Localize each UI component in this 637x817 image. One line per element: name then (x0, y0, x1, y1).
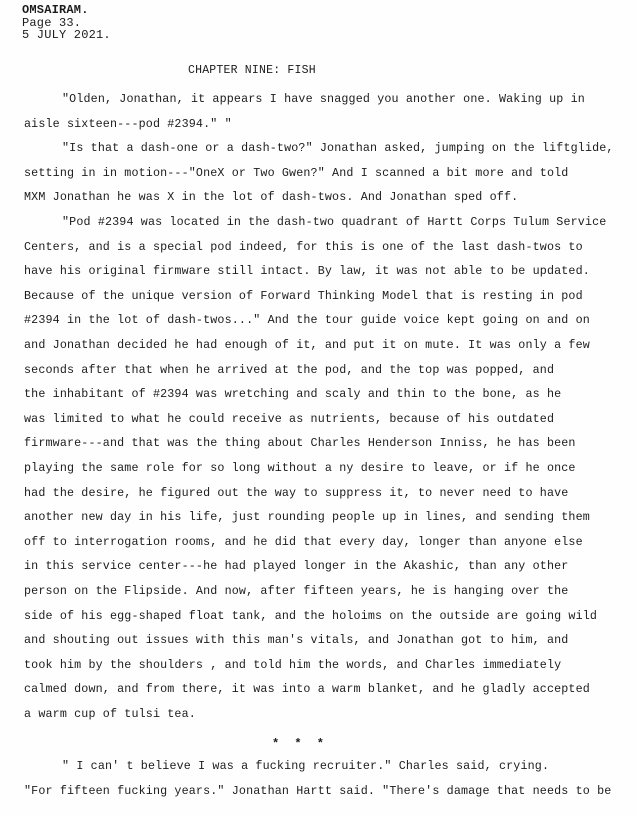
text-line: "Olden, Jonathan, it appears I have snagged you another one. Waking up in (62, 92, 585, 106)
text-line: Centers, and is a special pod indeed, for this is one of the last dash-twos to (24, 239, 583, 254)
text-line: "Is that a dash-one or a dash-two?" Jonathan asked, jumping on the liftglide, (62, 141, 614, 156)
text-line: had the desire, he figured out the way to suppress it, to never need to have (24, 485, 569, 500)
text-line: "Pod #2394 was located in the dash-two quadrant of Hartt Corps Tulum Service (62, 215, 607, 229)
text-line: calmed down, and from there, it was into a warm blanket, and he gladly accepted (24, 682, 590, 697)
text-line: person on the Flipside. And now, after fifteen years, he is hanging over the (24, 584, 569, 598)
text-line: another new day in his life, just rounding people up in lines, and sending them (24, 510, 590, 525)
text-line: "For fifteen fucking years." Jonathan Hartt said. "There's damage that needs to be (24, 784, 612, 798)
text-line: off to interrogation rooms, and he did that every day, longer than anyone else (24, 534, 583, 549)
text-line: and Jonathan decided he had enough of it, and put it on mute. It was only a few (24, 338, 590, 352)
text-line: playing the same role for so long without a ny desire to leave, or if he once (24, 461, 576, 475)
text-line: seconds after that when he arrived at the pod, and the top was popped, and (24, 362, 555, 377)
date-line: 5 JULY 2021. (22, 28, 111, 42)
text-line: #2394 in the lot of dash-twos..." And the tour guide voice kept going on and on (24, 313, 590, 328)
text-line: and shouting out issues with this man's vitals, and Jonathan got to him, and (24, 633, 569, 648)
page-number: Page 33. (22, 15, 82, 30)
text-line: was limited to what he could receive as nutrients, because of his outdated (24, 411, 555, 426)
text-line: have his original firmware still intact. By law, it was not able to be updated. (24, 264, 590, 279)
chapter-title: CHAPTER NINE: FISH (188, 64, 316, 77)
page-header (22, 4, 111, 42)
text-line: side of his egg-shaped float tank, and the holoims on the outside are going wild (24, 608, 598, 623)
text-line: a warm cup of tulsi tea. (24, 707, 196, 721)
text-line: setting in in motion---"OneX or Two Gwen?" And I scanned a bit more and told (24, 165, 569, 180)
text-line: aisle sixteen---pod #2394." " (24, 116, 232, 131)
text-line: firmware---and that was the thing about Charles Henderson Inniss, he has been (24, 436, 576, 451)
author-line: OMSAIRAM. (22, 3, 89, 17)
text-line: MXM Jonathan he was X in the lot of dash-twos. And Jonathan sped off. (24, 190, 519, 205)
text-line: took him by the shoulders , and told him the words, and Charles immediately (24, 657, 562, 672)
text-line: Because of the unique version of Forward Thinking Model that is resting in pod (24, 288, 583, 303)
text-line: the inhabitant of #2394 was wretching and scaly and thin to the bone, as he (24, 387, 562, 402)
text-line: in this service center---he had played longer in the Akashic, than any other (24, 559, 569, 574)
section-separator: * * * (272, 737, 329, 751)
text-line: " I can' t believe I was a fucking recruiter." Charles said, crying. (62, 759, 550, 773)
